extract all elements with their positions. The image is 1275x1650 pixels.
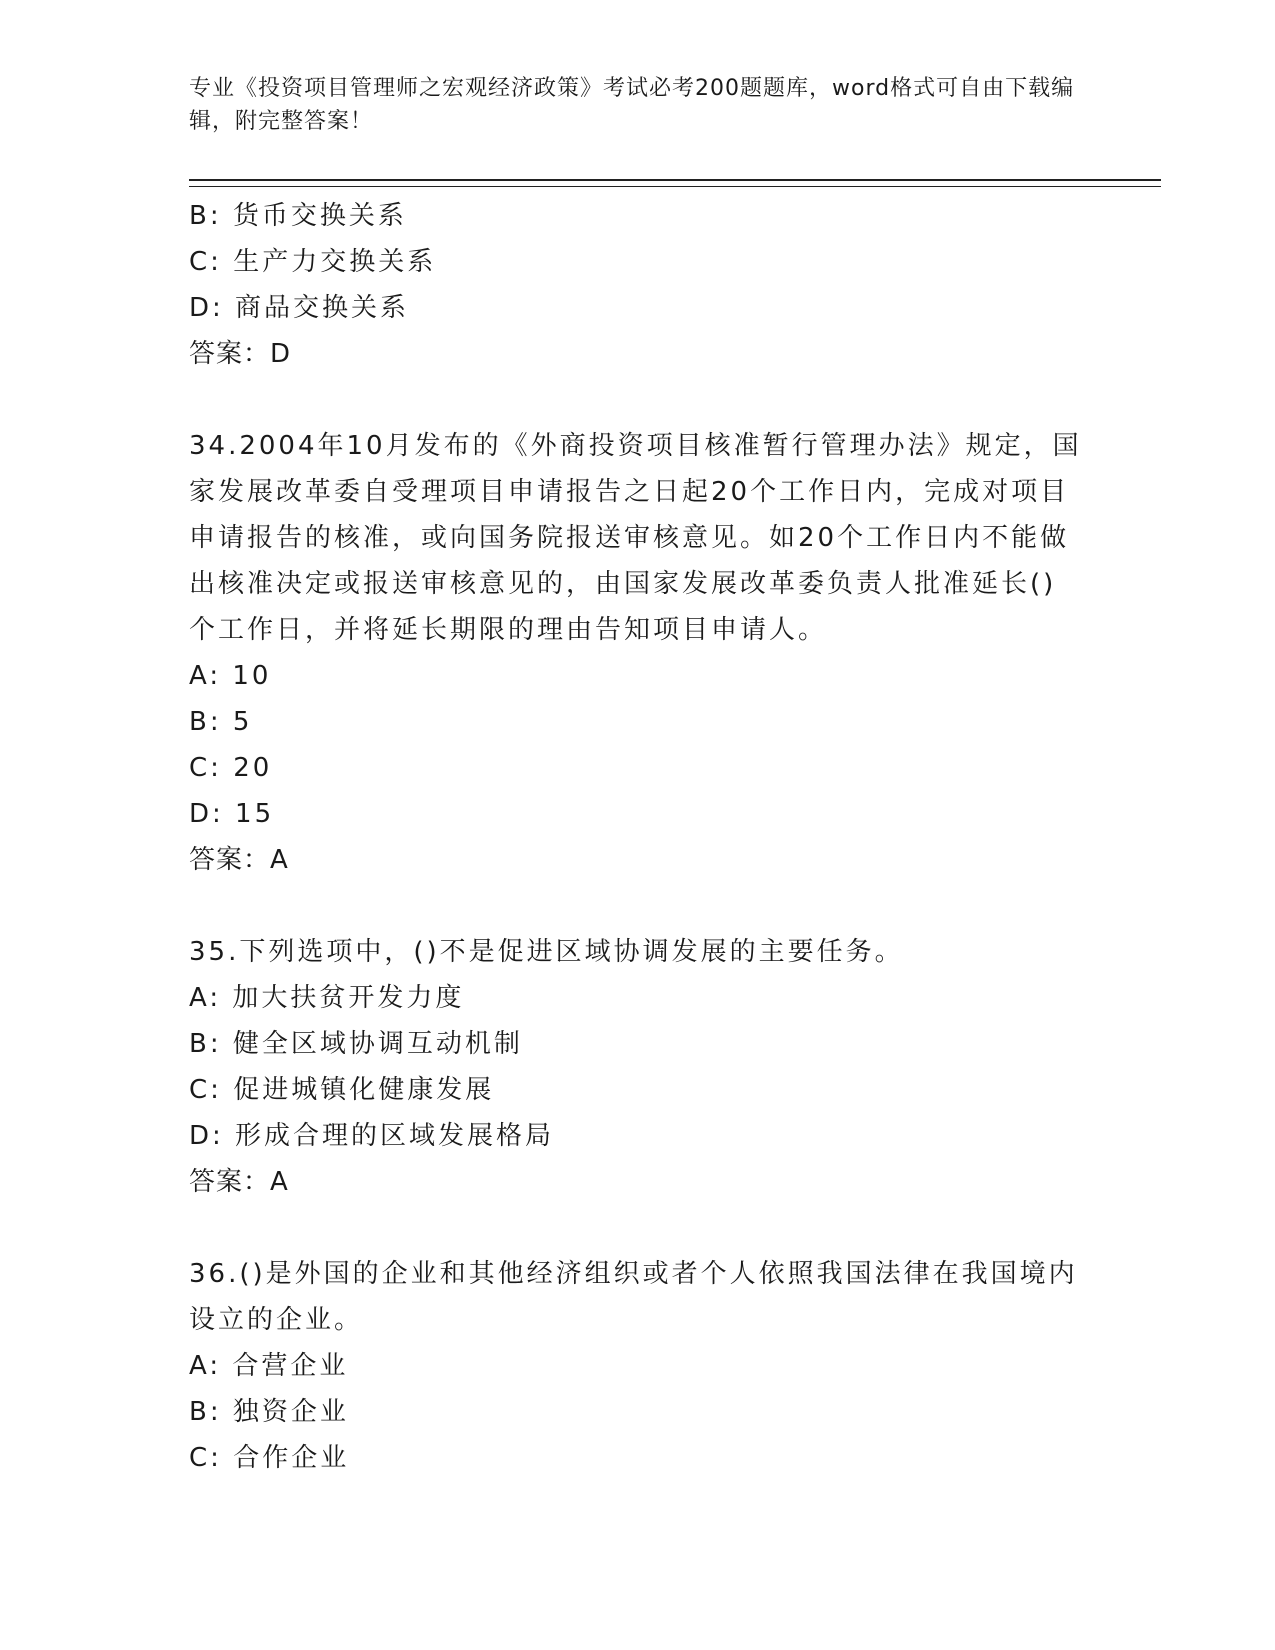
question-content [189, 193, 1089, 1481]
header-divider [189, 179, 1161, 187]
question-text-line: 设立的企业。 [189, 1305, 364, 1335]
option-a: A: 合营企业 [189, 1351, 349, 1381]
question-text-line: 出核准决定或报送审核意见的，由国家发展改革委负责人批准延长() [189, 569, 1057, 599]
option-d: D: 15 [189, 799, 275, 829]
option-a: A: 10 [189, 661, 272, 691]
question-text-line: 申请报告的核准，或向国务院报送审核意见。如20个工作日内不能做 [189, 523, 1070, 553]
question-text-line: 34.2004年10月发布的《外商投资项目核准暂行管理办法》规定，国 [189, 431, 1082, 461]
answer-line: 答案：A [189, 1167, 289, 1197]
document-header [189, 72, 1089, 138]
header-text: 专业《投资项目管理师之宏观经济政策》考试必考200题题库，word格式可自由下载编辑，附完整答案！ [189, 76, 1075, 134]
option-a: A: 加大扶贫开发力度 [189, 983, 465, 1013]
option-c: C: 生产力交换关系 [189, 247, 437, 277]
question-text-line: 35.下列选项中，()不是促进区域协调发展的主要任务。 [189, 937, 904, 967]
option-b: B: 健全区域协调互动机制 [189, 1029, 523, 1059]
answer-line: 答案：D [189, 339, 292, 369]
spacer [189, 1205, 1089, 1251]
option-c: C: 20 [189, 753, 273, 783]
spacer [189, 377, 1089, 423]
question-text-line: 个工作日，并将延长期限的理由告知项目申请人。 [189, 615, 828, 645]
question-text-line: 36.()是外国的企业和其他经济组织或者个人依照我国法律在我国境内 [189, 1259, 1078, 1289]
option-c: C: 促进城镇化健康发展 [189, 1075, 495, 1105]
option-b: B: 独资企业 [189, 1397, 349, 1427]
option-b: B: 货币交换关系 [189, 201, 407, 231]
question-35 [189, 929, 1089, 1205]
option-c: C: 合作企业 [189, 1443, 350, 1473]
spacer [189, 883, 1089, 929]
question-text-line: 家发展改革委自受理项目申请报告之日起20个工作日内，完成对项目 [189, 477, 1070, 507]
question-36 [189, 1251, 1089, 1481]
option-b: B: 5 [189, 707, 253, 737]
question-33-tail [189, 193, 1089, 377]
option-d: D: 形成合理的区域发展格局 [189, 1121, 555, 1151]
option-d: D: 商品交换关系 [189, 293, 410, 323]
answer-line: 答案：A [189, 845, 289, 875]
question-34 [189, 423, 1089, 883]
